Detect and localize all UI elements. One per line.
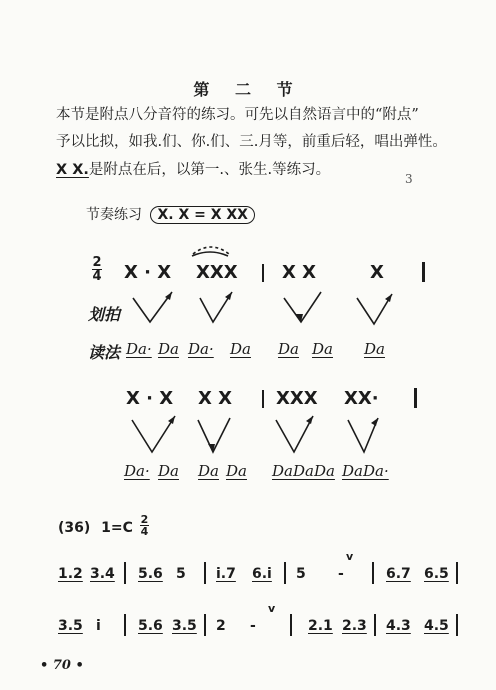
- note-group: i.7: [216, 566, 236, 582]
- syllable: Da: [278, 340, 299, 358]
- note-group: 2.1: [308, 618, 333, 634]
- syllable: Da: [312, 340, 333, 358]
- barline: [456, 562, 458, 584]
- rhythm-note: XX·: [344, 388, 379, 409]
- rhythm-note: X · X: [126, 388, 174, 409]
- note-group: 6.5: [424, 566, 449, 582]
- note: i: [96, 618, 101, 634]
- intro-line-3-text: 是附点在后，以第一.、张生.等练习。: [88, 162, 331, 178]
- beat-label: 划拍: [88, 305, 121, 324]
- intro-line-2: 予以比拟，如我.们、你.们、三.月等，前重后轻，唱出弹性。: [56, 134, 447, 150]
- syllable: Da: [230, 340, 251, 358]
- note-group: 3.4: [90, 566, 115, 582]
- note-group: 6.7: [386, 566, 411, 582]
- note-group: 6.i: [252, 566, 272, 582]
- barline: [204, 614, 206, 636]
- barline: [124, 614, 126, 636]
- note-group: 1.2: [58, 566, 83, 582]
- arrowhead: [168, 416, 175, 424]
- syllable: Da: [198, 462, 219, 480]
- dash: -: [250, 618, 256, 634]
- margin-note: 3: [405, 172, 413, 186]
- dotted-after-rhythm: X X.: [56, 162, 89, 178]
- page-number: • 70 •: [40, 658, 84, 673]
- exercise-time-signature: [140, 514, 149, 537]
- note-group: 4.3: [386, 618, 411, 634]
- rhythm-note: X · X: [124, 262, 172, 283]
- note-group: 4.5: [424, 618, 449, 634]
- syllable: DaDaDa: [272, 462, 335, 480]
- section-title: 第 二 节: [193, 80, 303, 99]
- arrowhead: [371, 418, 378, 426]
- syllable: Da: [364, 340, 385, 358]
- note-group: 5.6: [138, 566, 163, 582]
- rhythm-note: XXX: [196, 262, 238, 283]
- intro-line-1: 本节是附点八分音符的练习。可先以自然语言中的“附点”: [56, 107, 419, 123]
- note: 5: [296, 566, 306, 582]
- rhythm-note: XXX: [276, 388, 318, 409]
- reading-label: 读法: [88, 343, 121, 362]
- time-sig-bottom: 4: [92, 269, 102, 284]
- syllable: Da·: [124, 462, 150, 480]
- barline: [372, 562, 374, 584]
- arrowhead: [225, 292, 232, 300]
- syllable: Da: [158, 340, 179, 358]
- note-group: 2.3: [342, 618, 367, 634]
- rhythm-note: X: [370, 262, 384, 283]
- syllable: Da·: [126, 340, 152, 358]
- key-signature: 1=C: [101, 520, 133, 536]
- barline: [284, 562, 286, 584]
- note: 2: [216, 618, 226, 634]
- barline: [456, 614, 458, 636]
- beat-stroke: [132, 416, 175, 452]
- syllable: Da·: [188, 340, 214, 358]
- slur: [192, 252, 228, 256]
- time-sig-top: 2: [92, 255, 102, 270]
- rhythm-note: X X: [198, 388, 233, 409]
- barline: [374, 614, 376, 636]
- rhythm-practice-label: 节奏练习: [86, 207, 142, 223]
- note-group: 3.5: [172, 618, 197, 634]
- note-group: 5.6: [138, 618, 163, 634]
- barline: [124, 562, 126, 584]
- note: 5: [176, 566, 186, 582]
- breath-mark: v: [346, 550, 354, 563]
- exercise-number: (36): [58, 520, 91, 536]
- arrowhead: [306, 416, 313, 424]
- dash: -: [338, 566, 344, 582]
- beat-stroke: [284, 292, 321, 322]
- breath-mark: v: [268, 602, 276, 615]
- time-sig-bottom: 4: [140, 525, 149, 538]
- syllable: DaDa·: [342, 462, 389, 480]
- syllable: Da: [226, 462, 247, 480]
- arrowhead: [385, 294, 392, 302]
- note-group: 3.5: [58, 618, 83, 634]
- time-sig-top: 2: [140, 513, 149, 526]
- rhythm-note: X X: [282, 262, 317, 283]
- rhythm-formula: X. X = X XX: [150, 206, 255, 224]
- exercise-header: [58, 520, 133, 536]
- syllable: Da: [158, 462, 179, 480]
- barline: [204, 562, 206, 584]
- barline: [290, 614, 292, 636]
